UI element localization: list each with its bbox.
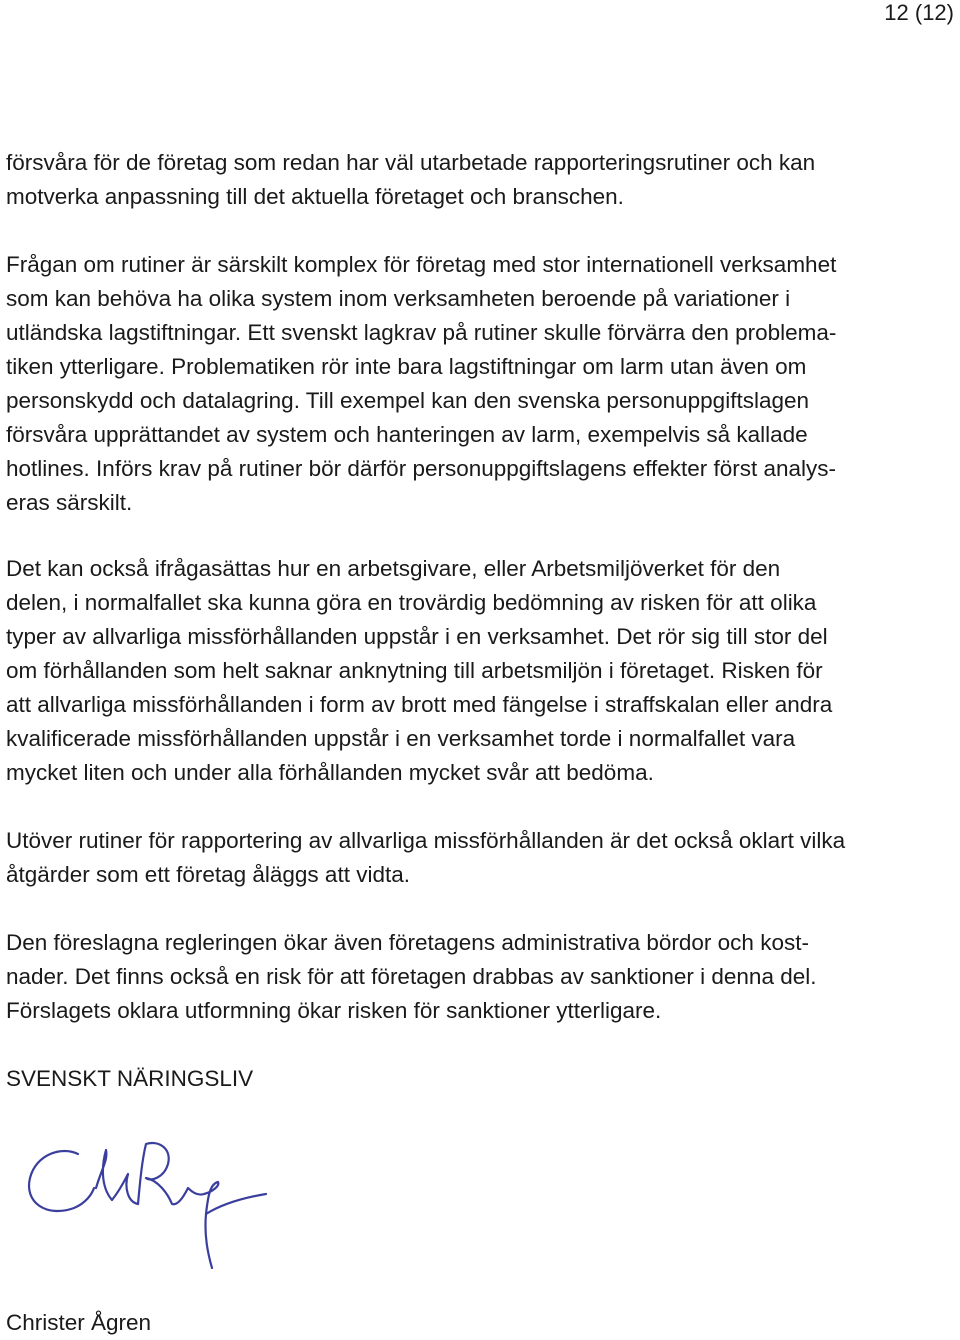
text-line: åtgärder som ett företag åläggs att vidta.	[6, 862, 410, 887]
text-line: nader. Det finns också en risk för att företagen drabbas av sanktioner i denna del.	[6, 964, 817, 989]
text-line: som kan behöva ha olika system inom verksamheten beroende på variationer i	[6, 286, 791, 311]
text-line: om förhållanden som helt saknar anknytning till arbetsmiljön i företaget. Risken för	[6, 658, 823, 683]
text-line: Det kan också ifrågasättas hur en arbetsgivare, eller Arbetsmiljöverket för den	[6, 556, 781, 581]
text-line: personskydd och datalagring. Till exempel kan den svenska personuppgiftslagen	[6, 388, 810, 413]
paragraph-5	[6, 926, 958, 1028]
organization-name: SVENSKT NÄRINGSLIV	[6, 1066, 254, 1091]
text-line: delen, i normalfallet ska kunna göra en trovärdig bedömning av risken för att olika	[6, 590, 817, 615]
paragraph-4	[6, 824, 958, 892]
text-line: Utöver rutiner för rapportering av allvarliga missförhållanden är det också oklart vilka	[6, 828, 846, 853]
text-line: mycket liten och under alla förhållanden mycket svår att bedöma.	[6, 760, 654, 785]
paragraph-2	[6, 248, 958, 520]
text-line: utländska lagstiftningar. Ett svenskt lagkrav på rutiner skulle förvärra den problema-	[6, 320, 837, 345]
text-line: kvalificerade missförhållanden uppstår i en verksamhet torde i normalfallet vara	[6, 726, 796, 751]
text-line: motverka anpassning till det aktuella företaget och branschen.	[6, 184, 624, 209]
text-line: Förslagets oklara utformning ökar risken för sanktioner ytterligare.	[6, 998, 662, 1023]
text-line: försvåra för de företag som redan har väl utarbetade rapporteringsrutiner och kan	[6, 150, 816, 175]
text-line: typer av allvarliga missförhållanden uppstår i en verksamhet. Det rör sig till stor del	[6, 624, 828, 649]
text-line: försvåra upprättandet av system och hanteringen av larm, exempelvis så kallade	[6, 422, 808, 447]
text-line: hotlines. Införs krav på rutiner bör därför personuppgiftslagens effekter först analys-	[6, 456, 837, 481]
page-number: 12 (12)	[884, 0, 954, 25]
text-line: Frågan om rutiner är särskilt komplex för företag med stor internationell verksamhet	[6, 252, 837, 277]
paragraph-3	[6, 552, 958, 790]
handwritten-signature	[22, 1130, 272, 1280]
text-line: att allvarliga missförhållanden i form av brott med fängelse i straffskalan eller andra	[6, 692, 833, 717]
text-line: tiken ytterligare. Problematiken rör inte bara lagstiftningar om larm utan även om	[6, 354, 807, 379]
signer-name: Christer Ågren	[6, 1310, 152, 1335]
text-line: Den föreslagna regleringen ökar även företagens administrativa bördor och kost-	[6, 930, 809, 955]
text-line: eras särskilt.	[6, 490, 133, 515]
paragraph-1	[6, 146, 958, 214]
